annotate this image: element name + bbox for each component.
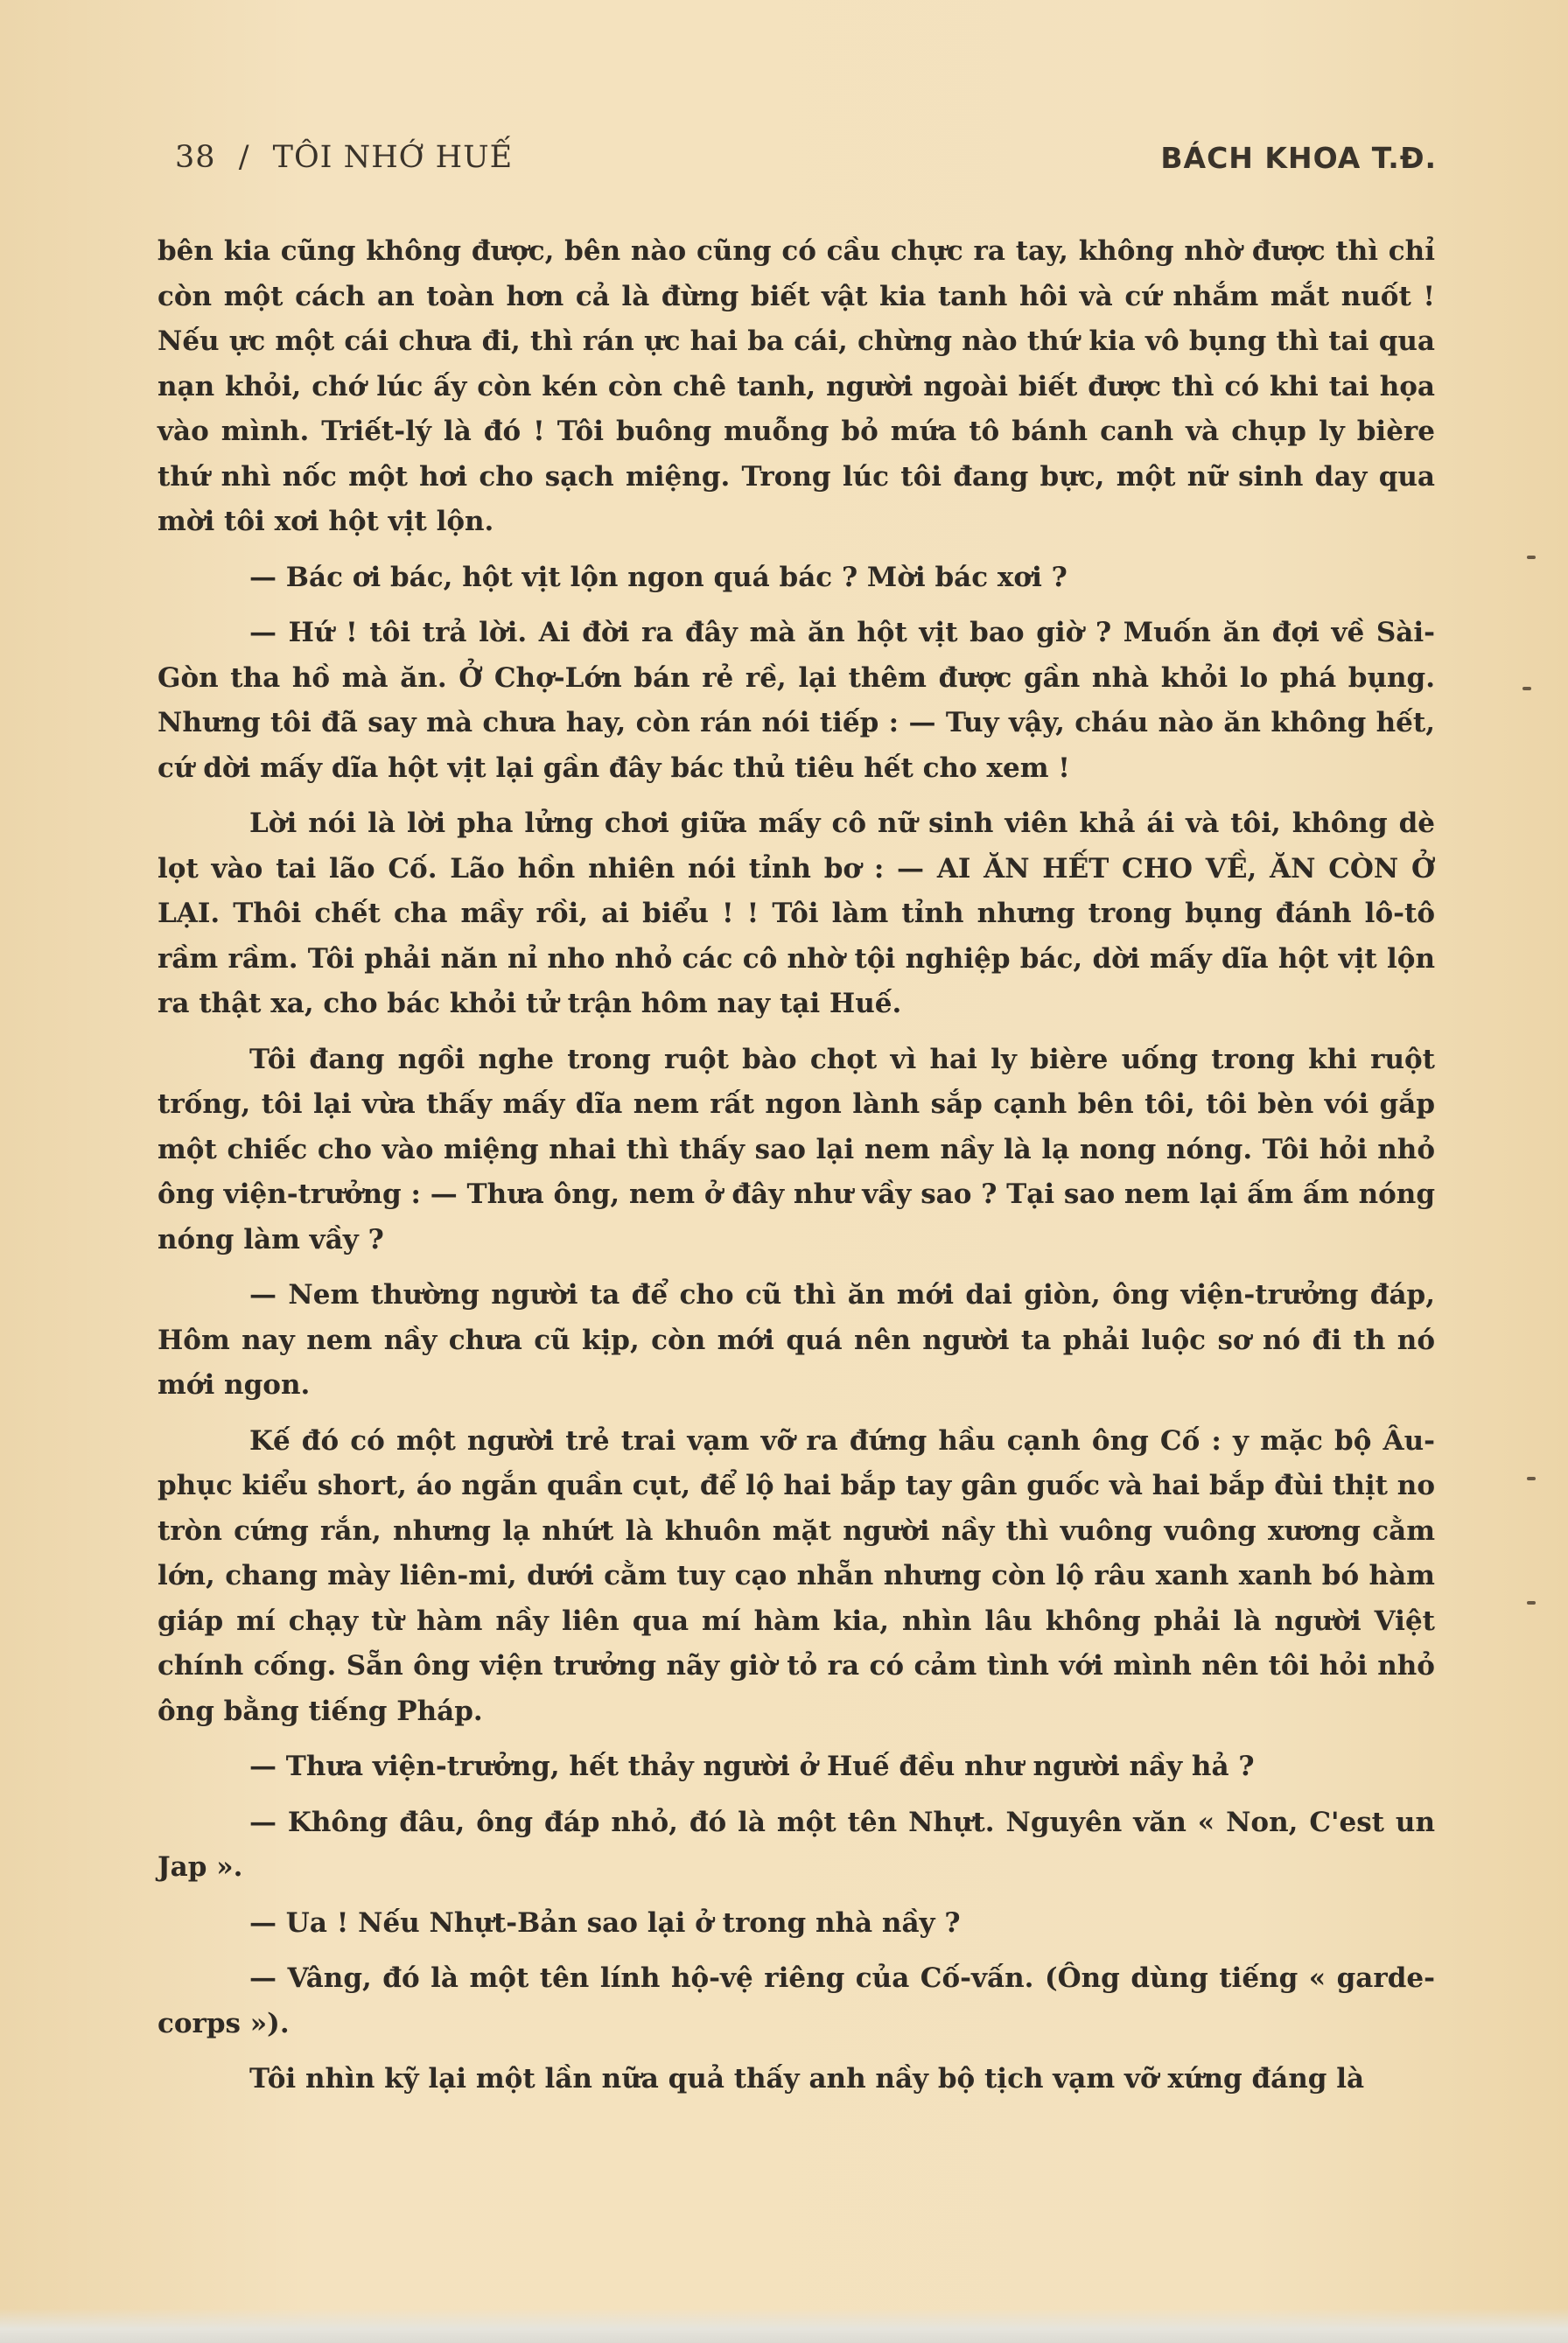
paper-speck bbox=[1527, 1601, 1536, 1605]
running-title bbox=[175, 140, 525, 175]
paragraph: — Thưa viện-trưởng, hết thảy người ở Huế đều như người nầy hả ? bbox=[249, 1751, 1255, 1782]
paragraph: — Bác ơi bác, hột vịt lộn ngon quá bác ? Mời bác xơi ? bbox=[249, 561, 1068, 593]
paragraph: Tôi đang ngồi nghe trong ruột bào chọt vì hai ly bière uống trong khi ruột trống, tôi lại vừa thấy mấy dĩa nem rất ngon lành sắp cạnh bên tôi, tôi bèn vói gắp một chiếc cho vào miệng nhai thì thấy sao lại nem nầy là lạ nong nóng. Tôi hỏi nhỏ ông viện-trưởng : — Thưa ông, nem ở đây như vầy sao ? Tại sao nem lại ấm ấm nóng nóng làm vầy ? bbox=[158, 1043, 1435, 1255]
paper-speck bbox=[1527, 556, 1536, 559]
page-header bbox=[175, 136, 1437, 179]
paragraph: — Không đâu, ông đáp nhỏ, đó là một tên Nhựt. Nguyên văn « Non, C'est un Jap ». bbox=[158, 1806, 1435, 1883]
paragraph: Kế đó có một người trẻ trai vạm vỡ ra đứng hầu cạnh ông Cố : y mặc bộ Âu-phục kiểu short, áo ngắn quần cụt, để lộ hai bắp tay gân guốc và hai bắp đùi thịt no tròn cứng rắn, nhưng lạ nhứt là khuôn mặt người nầy thì vuông vuông xương cằm lớn, chang mày liên-mi, dưới cằm tuy cạo nhẵn nhưng còn lộ râu xanh xanh bó hàm giáp mí chạy từ hàm nầy liên qua mí hàm kia, nhìn lâu không phải là người Việt chính cống. Sẵn ông viện trưởng nãy giờ tỏ ra có cảm tình với mình nên tôi hỏi nhỏ ông bằng tiếng Pháp. bbox=[158, 1424, 1435, 1727]
book-title: TÔI NHỚ HUẾ bbox=[272, 140, 514, 175]
paper-speck bbox=[1522, 687, 1531, 690]
page-bottom-edge bbox=[0, 2308, 1568, 2343]
paper-speck bbox=[1527, 1477, 1536, 1480]
paragraph: — Nem thường người ta để cho cũ thì ăn mới dai giòn, ông viện-trưởng đáp, Hôm nay nem nầy chưa cũ kịp, còn mới quá nên người ta phải luộc sơ nó đi th nó mới ngon. bbox=[158, 1279, 1435, 1401]
author-name: BÁCH KHOA T.Đ. bbox=[1160, 140, 1437, 175]
paragraph: Lời nói là lời pha lửng chơi giữa mấy cô nữ sinh viên khả ái và tôi, không dè lọt vào tai lão Cố. Lão hồn nhiên nói tỉnh bơ : — AI ĂN HẾT CHO VỀ, ĂN CÒN Ở LẠI. Thôi chết cha mầy rồi, ai biểu ! ! Tôi làm tỉnh nhưng trong bụng đánh lô-tô rầm rầm. Tôi phải năn nỉ nho nhỏ các cô nhờ tội nghiệp bác, dời mấy dĩa hột vịt lộn ra thật xa, cho bác khỏi tử trận hôm nay tại Huế. bbox=[158, 808, 1435, 1019]
paragraph: bên kia cũng không được, bên nào cũng có cầu chực ra tay, không nhờ được thì chỉ còn một cách an toàn hơn cả là đừng biết vật kia tanh hôi và cứ nhắm mắt nuốt ! Nếu ực một cái chưa đi, thì rán ực hai ba cái, chừng nào thứ kia vô bụng thì tai qua nạn khỏi, chớ lúc ấy còn kén còn chê tanh, người ngoài biết được thì có khi tai họa vào mình. Triết-lý là đó ! Tôi buông muỗng bỏ mứa tô bánh canh và chụp ly bière thứ nhì nốc một hơi cho sạch miệng. Trong lúc tôi đang bực, một nữ sinh day qua mời tôi xơi hột vịt lộn. bbox=[158, 235, 1435, 537]
body-text bbox=[158, 229, 1435, 2102]
paragraph: — Ua ! Nếu Nhựt-Bản sao lại ở trong nhà nầy ? bbox=[249, 1906, 961, 1939]
header-separator: / bbox=[238, 140, 250, 175]
page-number: 38 bbox=[175, 140, 216, 175]
paragraph: — Vâng, đó là một tên lính hộ-vệ riêng của Cố-vấn. (Ông dùng tiếng « garde-corps »). bbox=[158, 1962, 1435, 2039]
paragraph: — Hứ ! tôi trả lời. Ai đời ra đây mà ăn hột vịt bao giờ ? Muốn ăn đợi về Sài-Gòn tha hồ mà ăn. Ở Chợ-Lớn bán rẻ rề, lại thêm được gần nhà khỏi lo phá bụng. Nhưng tôi đã say mà chưa hay, còn rán nói tiếp : — Tuy vậy, cháu nào ăn không hết, cứ dời mấy dĩa hột vịt lại gần đây bác thủ tiêu hết cho xem ! bbox=[158, 617, 1435, 784]
paragraph: Tôi nhìn kỹ lại một lần nữa quả thấy anh nầy bộ tịch vạm vỡ xứng đáng là bbox=[249, 2063, 1365, 2095]
